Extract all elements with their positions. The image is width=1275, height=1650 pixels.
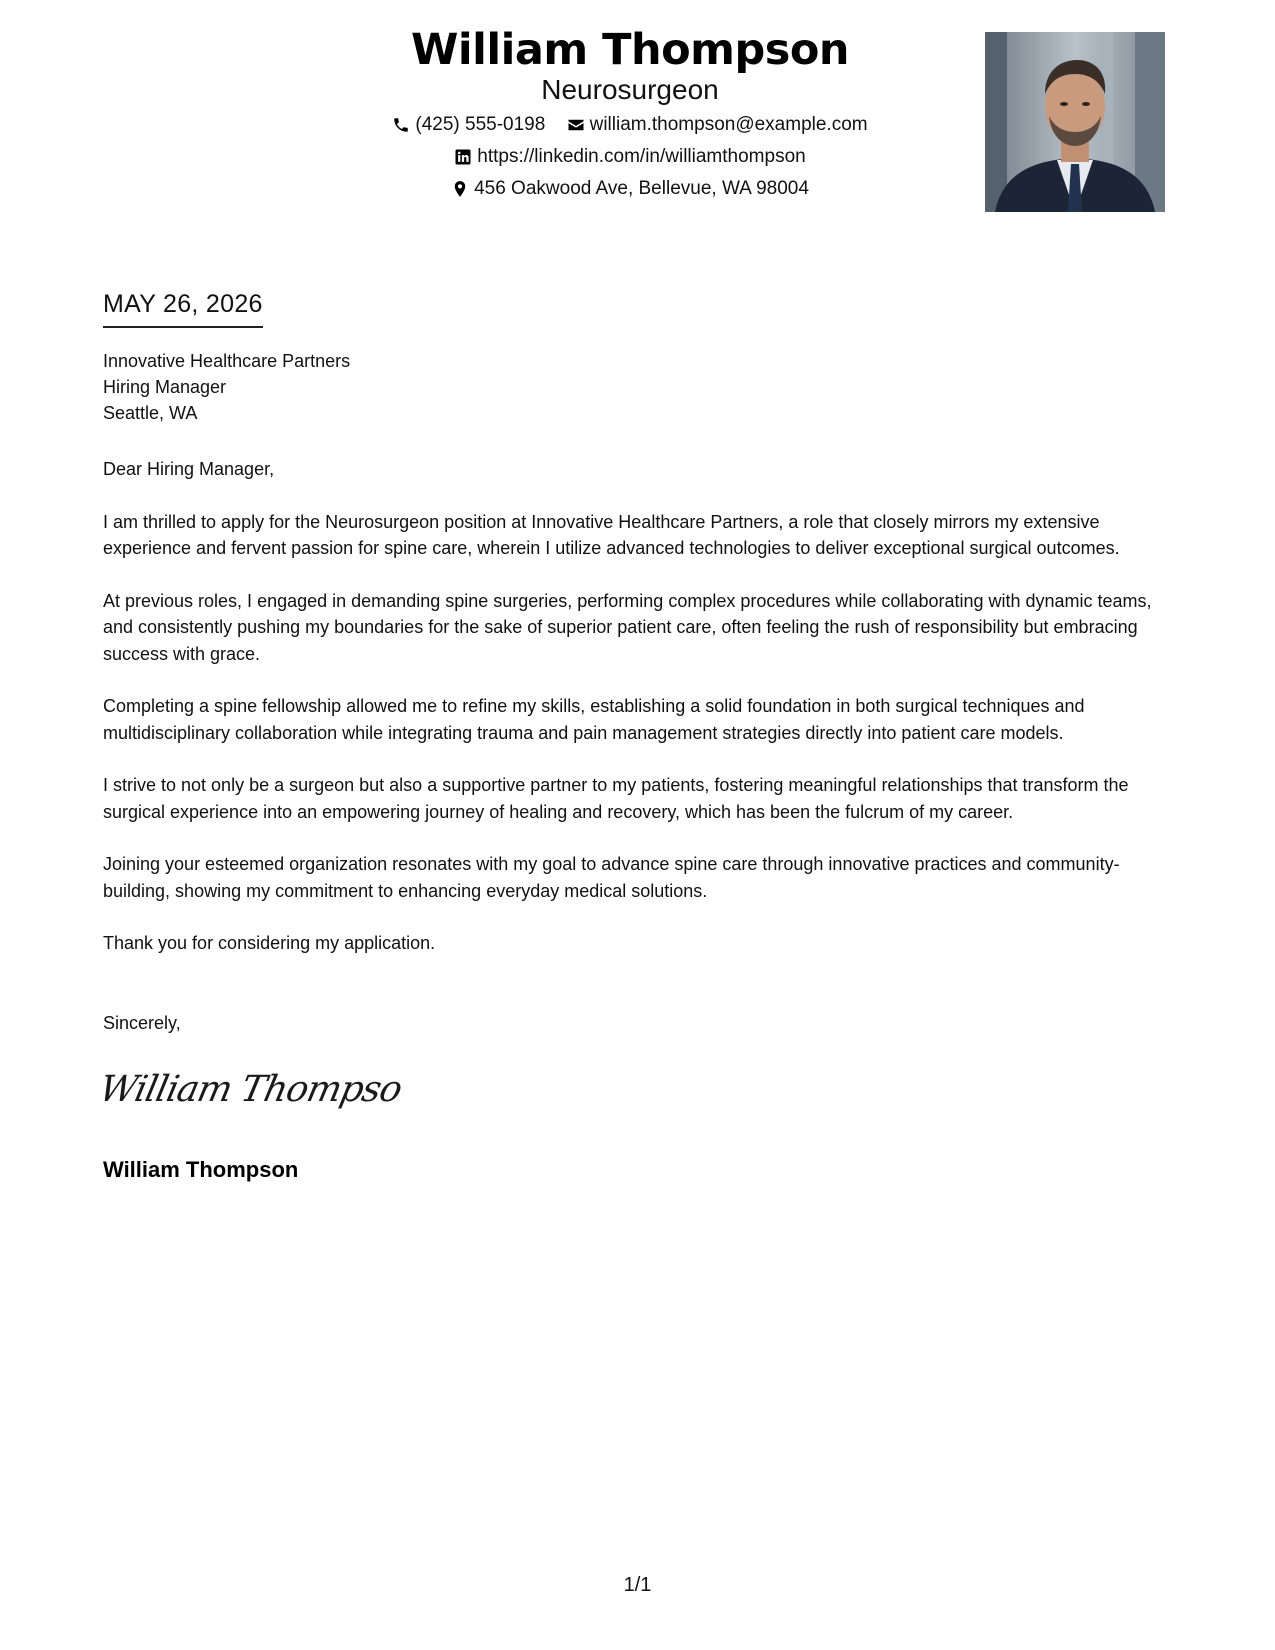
email-text[interactable]: william.thompson@example.com — [589, 114, 868, 135]
signed-name: William Thompson — [103, 1157, 299, 1182]
recipient-location: Seattle, WA — [103, 403, 198, 423]
body-paragraph: Thank you for considering my application. — [103, 933, 436, 953]
closing: Sincerely, — [103, 1013, 181, 1033]
body-paragraph: Completing a spine fellowship allowed me to refine my skills, establishing a solid foundation in both surgical techniques and multidisciplinary collaboration while integrating trauma and pain management strategies directly into patient care models. — [103, 696, 1085, 743]
body-paragraph: Joining your esteemed organization resonates with my goal to advance spine care through innovative practices and community-building, showing my commitment to enhancing everyday medical solutions. — [103, 854, 1120, 901]
page-number: 1/1 — [623, 1574, 652, 1596]
recipient-company: Innovative Healthcare Partners — [103, 351, 351, 371]
letter-header — [0, 0, 1275, 230]
linkedin-text[interactable]: https://linkedin.com/in/williamthompson — [477, 146, 806, 167]
recipient-block — [103, 348, 350, 426]
phone-text: (425) 555-0198 — [415, 114, 546, 135]
body-paragraph: I am thrilled to apply for the Neurosurgeon position at Innovative Healthcare Partners, a role that closely mirrors my extensive experience and fervent passion for spine care, wherein I utilize advanced technologies to deliver exceptional surgical outcomes. — [103, 511, 1120, 558]
phone-icon — [392, 116, 410, 134]
letter-date: MAY 26, 2026 — [103, 288, 263, 328]
email-contact[interactable] — [567, 112, 868, 138]
letter-body — [103, 456, 1173, 983]
address-contact — [451, 176, 809, 202]
address-text: 456 Oakwood Ave, Bellevue, WA 98004 — [474, 178, 809, 199]
handwritten-signature: William Thompso — [95, 1069, 406, 1110]
profile-photo — [985, 32, 1165, 212]
linkedin-contact[interactable] — [454, 144, 805, 170]
applicant-name: William Thompson — [411, 25, 849, 75]
linkedin-icon — [454, 148, 472, 166]
map-pin-icon — [451, 180, 469, 198]
applicant-title: Neurosurgeon — [541, 74, 719, 105]
recipient-role: Hiring Manager — [103, 377, 227, 397]
envelope-icon — [567, 116, 585, 134]
phone-contact — [392, 112, 545, 138]
body-paragraph: I strive to not only be a surgeon but also a supportive partner to my patients, fostering meaningful relationships that transform the surgical experience into an empowering journey of healing and recovery, which has been the fulcrum of my career. — [103, 775, 1129, 822]
salutation: Dear Hiring Manager, — [103, 459, 275, 479]
body-paragraph: At previous roles, I engaged in demanding spine surgeries, performing complex procedures while collaborating with dynamic teams, and consistently pushing my boundaries for the sake of superior patient care, often feeling the rush of responsibility but embracing success with grace. — [103, 590, 1152, 664]
